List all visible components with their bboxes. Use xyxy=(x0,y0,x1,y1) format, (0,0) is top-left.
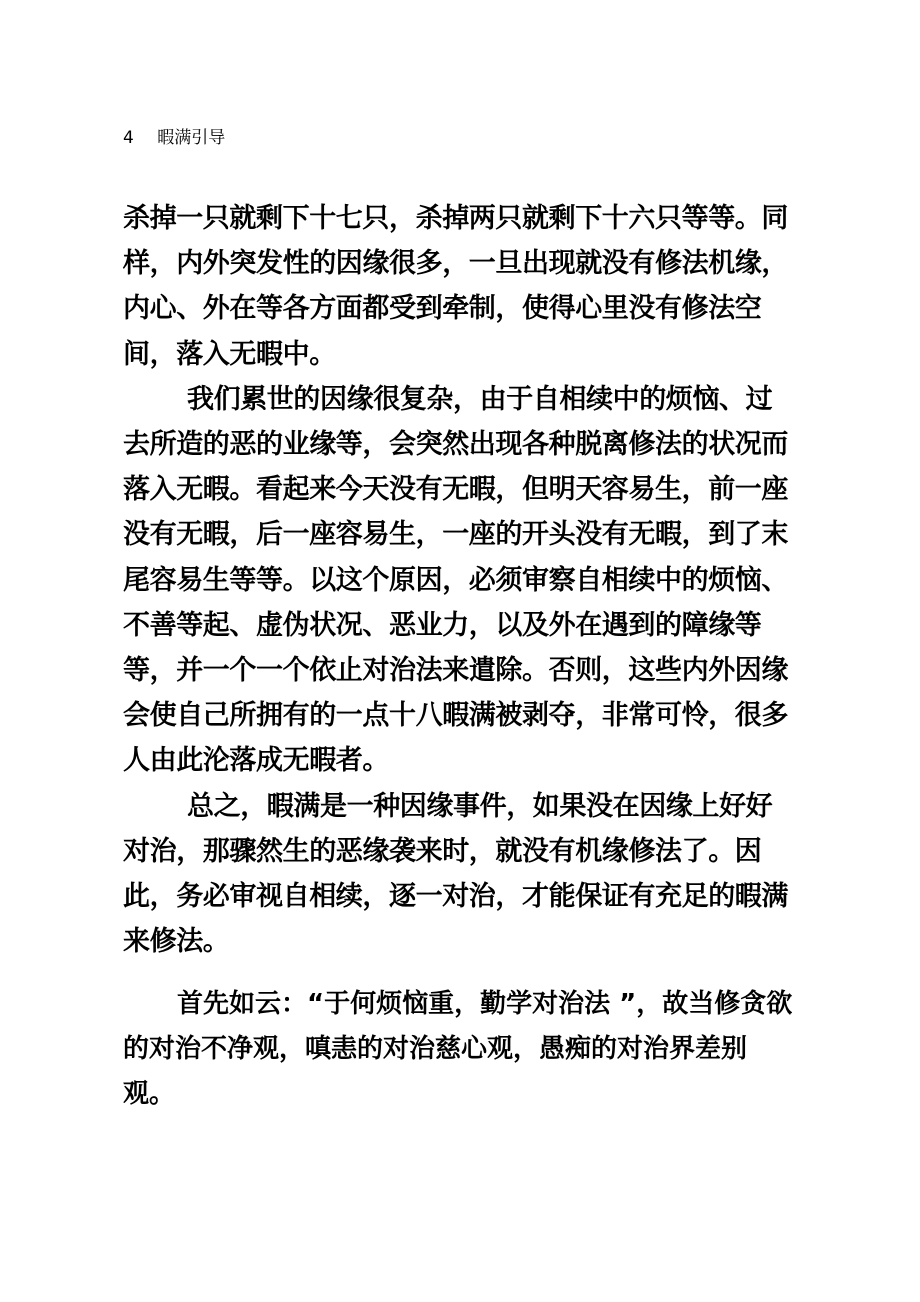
paragraph-causes: 我们累世的因缘很复杂，由于自相续中的烦恼、过去所造的恶的业缘等，会突然出现各种脱离修法的状况而落入无暇。看起来今天没有无暇，但明天容易生，前一座没有无暇，后一座容易生，一座的开头没有无暇，到了末尾容易生等等。以这个原因，必须审察自相续中的烦恼、不善等起、虚伪状况、恶业力，以及外在遇到的障缘等等，并一个一个依止对治法来遣除。否则，这些内外因缘会使自己所拥有的一点十八暇满被剥夺，非常可怜，很多人由此沦落成无暇者。 xyxy=(123,383,788,777)
paragraph-continued: 杀掉一只就剩下十七只，杀掉两只就剩下十六只等等。同样，内外突发性的因缘很多，一旦出现就没有修法机缘，内心、外在等各方面都受到牵制，使得心里没有修法空间，落入无暇中。 xyxy=(123,203,788,370)
paragraph-summary: 总之，暇满是一种因缘事件，如果没在因缘上好好对治，那骤然生的恶缘袭来时，就没有机缘修法了。因此，务必审视自相续，逐一对治，才能保证有充足的暇满来修法。 xyxy=(123,790,788,958)
page-header xyxy=(123,126,225,150)
running-title: 暇满引导 xyxy=(157,128,226,148)
body-text xyxy=(123,196,795,1117)
root-text-quote: 首先如云：“于何烦恼重，勤学对治法 ”，故当修贪欲的对治不净观，嗔恚的对治慈心观，愚痴的对治界差别观。 xyxy=(123,989,793,1110)
page-number: 4 xyxy=(123,128,134,148)
